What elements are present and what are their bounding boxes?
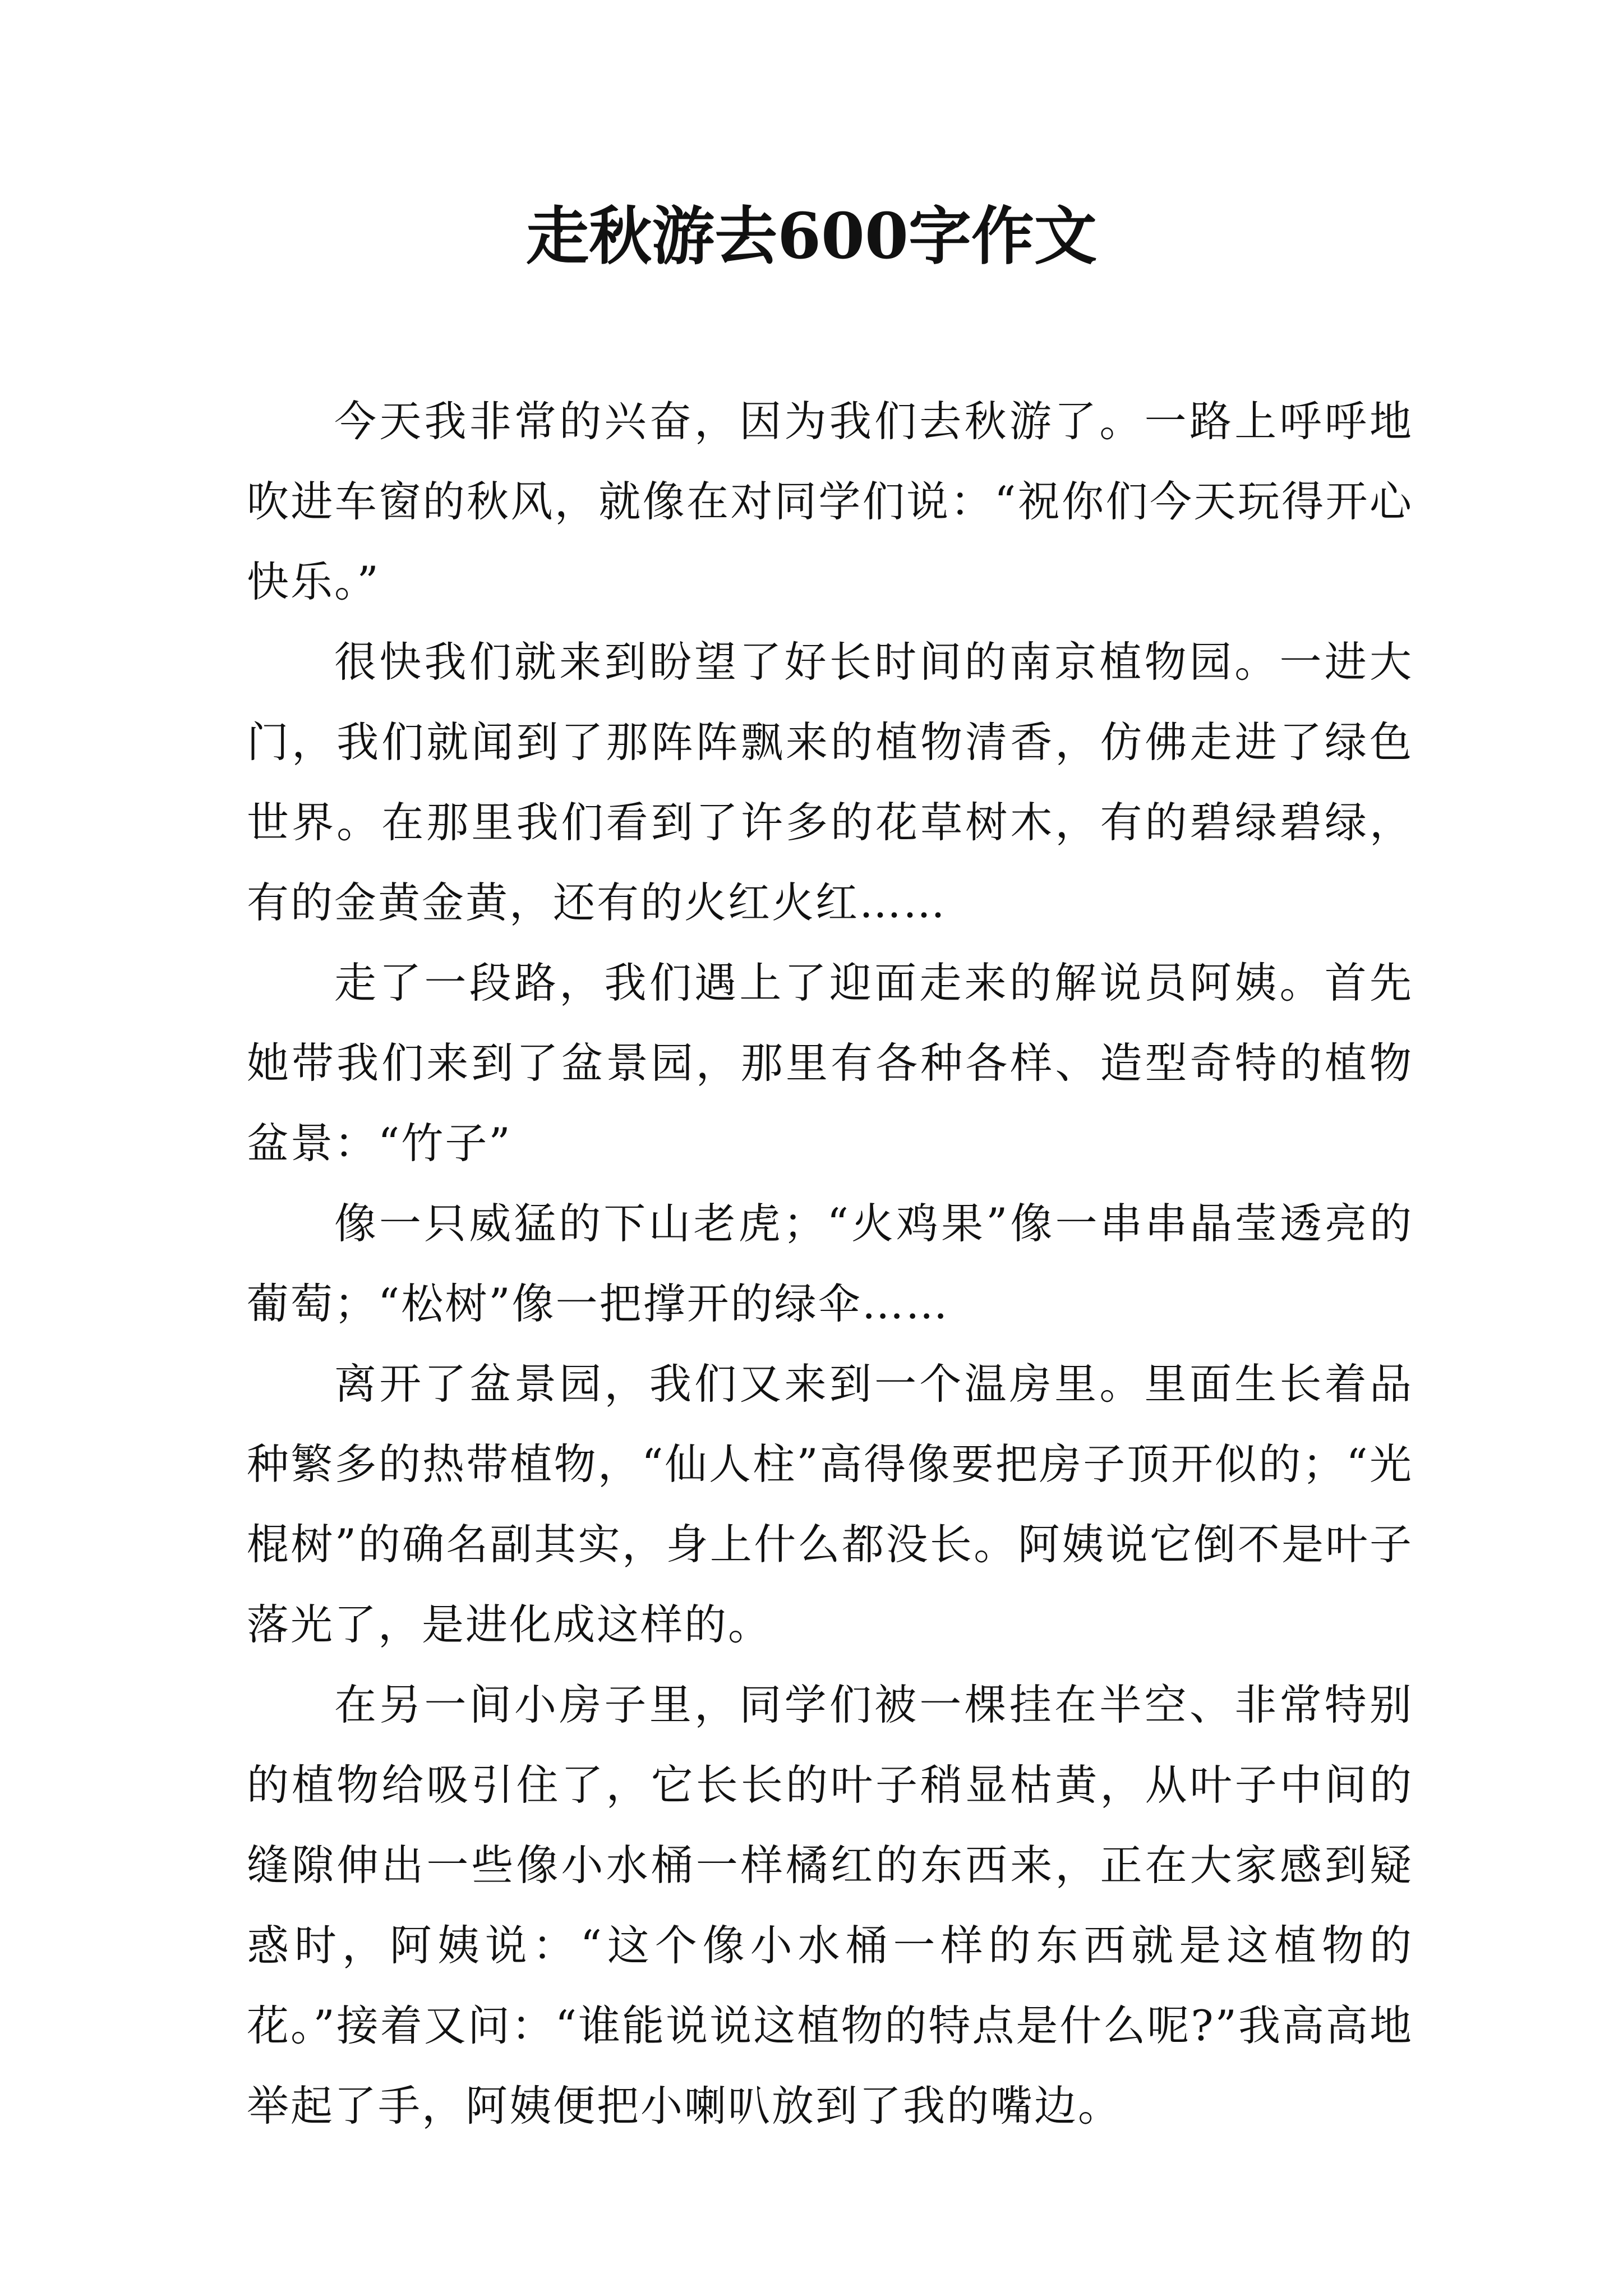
paragraph-6: 在另一间小房子里，同学们被一棵挂在半空、非常特别的植物给吸引住了，它长长的叶子稍显枯黄，从叶子中间的缝隙伸出一些像小水桶一样橘红的东西来，正在大家感到疑惑时，阿姨说：“这个像小水桶一样的东西就是这植物的花。”接着又问：“谁能说说这植物的特点是什么呢?”我高高地举起了手，阿姨便把小喇叭放到了我的嘴边。 <box>247 1680 1413 2131</box>
paragraph-5: 离开了盆景园，我们又来到一个温房里。里面生长着品种繁多的热带植物，“仙人柱”高得像要把房子顶开似的；“光棍树”的确名副其实，身上什么都没长。阿姨说它倒不是叶子落光了，是进化成这样的。 <box>247 1359 1413 1649</box>
document-body <box>247 381 1413 2146</box>
paragraph-1: 今天我非常的兴奋，因为我们去秋游了。一路上呼呼地吹进车窗的秋风，就像在对同学们说：“祝你们今天玩得开心快乐。” <box>247 397 1413 606</box>
document-title: 走秋游去600字作文 <box>526 200 1097 273</box>
paragraph-4: 像一只威猛的下山老虎；“火鸡果”像一串串晶莹透亮的葡萄；“松树”像一把撑开的绿伞…… <box>247 1199 1413 1328</box>
paragraph-2: 很快我们就来到盼望了好长时间的南京植物园。一进大门，我们就闻到了那阵阵飘来的植物清香，仿佛走进了绿色世界。在那里我们看到了许多的花草树木，有的碧绿碧绿，有的金黄金黄，还有的火红火红…… <box>247 637 1413 927</box>
paragraph-3: 走了一段路，我们遇上了迎面走来的解说员阿姨。首先她带我们来到了盆景园，那里有各种各样、造型奇特的植物盆景：“竹子” <box>247 958 1413 1168</box>
